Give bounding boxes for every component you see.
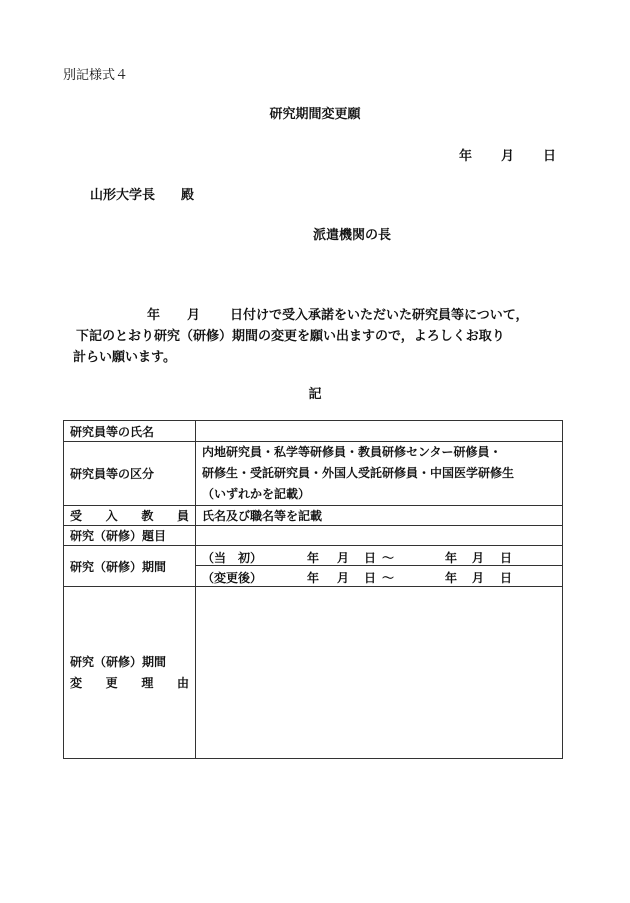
table-row-category [64,442,563,506]
category-line-2: 研修生・受託研究員・外国人受託研修員・中国医学研修生 [202,466,515,480]
period-changed[interactable] [196,566,563,587]
period-changed-end-month: 月 [472,570,485,585]
table-row-period-original [64,546,563,566]
addressee-name: 山形大学長 [90,188,156,203]
details-table [63,420,563,759]
date-month-label: 月 [501,149,515,164]
host-label [64,506,196,526]
reason-label-char-1: 変 [70,675,83,690]
period-changed-end-day: 日 [500,570,513,585]
body-line-1: 日付けで受入承諾をいただいた研究員等について， [230,308,529,323]
addressee-honorific: 殿 [181,188,195,203]
period-original-tilde: ～ [382,550,395,565]
category-label: 研究員等の区分 [64,442,196,506]
form-number: 別記様式４ [63,68,129,83]
body-month-label: 月 [187,308,201,323]
period-original-label: （当 初） [202,550,263,565]
reason-label-char-3: 理 [141,675,154,690]
period-original-end-month: 月 [472,550,485,565]
host-value[interactable]: 氏名及び職名等を記載 [196,506,563,526]
reason-label-char-4: 由 [176,675,189,690]
theme-value[interactable] [196,526,563,546]
table-row-name [64,421,563,442]
body-line-2: 下記のとおり研究（研修）期間の変更を願い出ますので，よろしくお取り [76,329,505,344]
theme-label: 研究（研修）題目 [64,526,196,546]
period-original-start-month: 月 [337,550,350,565]
period-original-end-year: 年 [445,550,458,565]
category-value[interactable] [196,442,563,506]
reason-value[interactable] [196,587,563,759]
sender-label: 派遣機関の長 [313,228,392,243]
ki-heading: 記 [308,387,322,402]
date-day-label: 日 [543,149,557,164]
period-original-start-day: 日 [364,550,377,565]
body-year-label: 年 [147,308,161,323]
period-changed-start-month: 月 [337,570,350,585]
reason-label-char-2: 更 [105,675,118,690]
table-row-theme [64,526,563,546]
reason-label-line-1: 研究（研修）期間 [70,654,167,669]
period-changed-start-day: 日 [364,570,377,585]
date-year-label: 年 [459,149,473,164]
category-line-3: （いずれかを記載） [202,487,311,501]
name-label: 研究員等の氏名 [64,421,196,442]
category-line-1: 内地研究員・私学等研修員・教員研修センター研修員・ [202,445,502,459]
period-changed-end-year: 年 [445,570,458,585]
reason-label-line-2 [70,673,189,694]
period-original[interactable] [196,546,563,566]
host-label-char-1: 受 [70,509,83,523]
host-label-char-2: 入 [105,509,118,523]
period-changed-start-year: 年 [307,570,320,585]
body-line-3: 計らい願います。 [73,350,176,365]
period-changed-label: （変更後） [202,570,263,585]
host-label-char-4: 員 [176,509,189,523]
name-value[interactable] [196,421,563,442]
document-title: 研究期間変更願 [269,107,361,122]
table-row-host [64,506,563,526]
period-original-end-day: 日 [500,550,513,565]
period-changed-tilde: ～ [382,570,395,585]
period-original-start-year: 年 [307,550,320,565]
reason-label [64,587,196,759]
host-label-char-3: 教 [141,509,154,523]
period-label: 研究（研修）期間 [64,546,196,587]
table-row-reason [64,587,563,759]
